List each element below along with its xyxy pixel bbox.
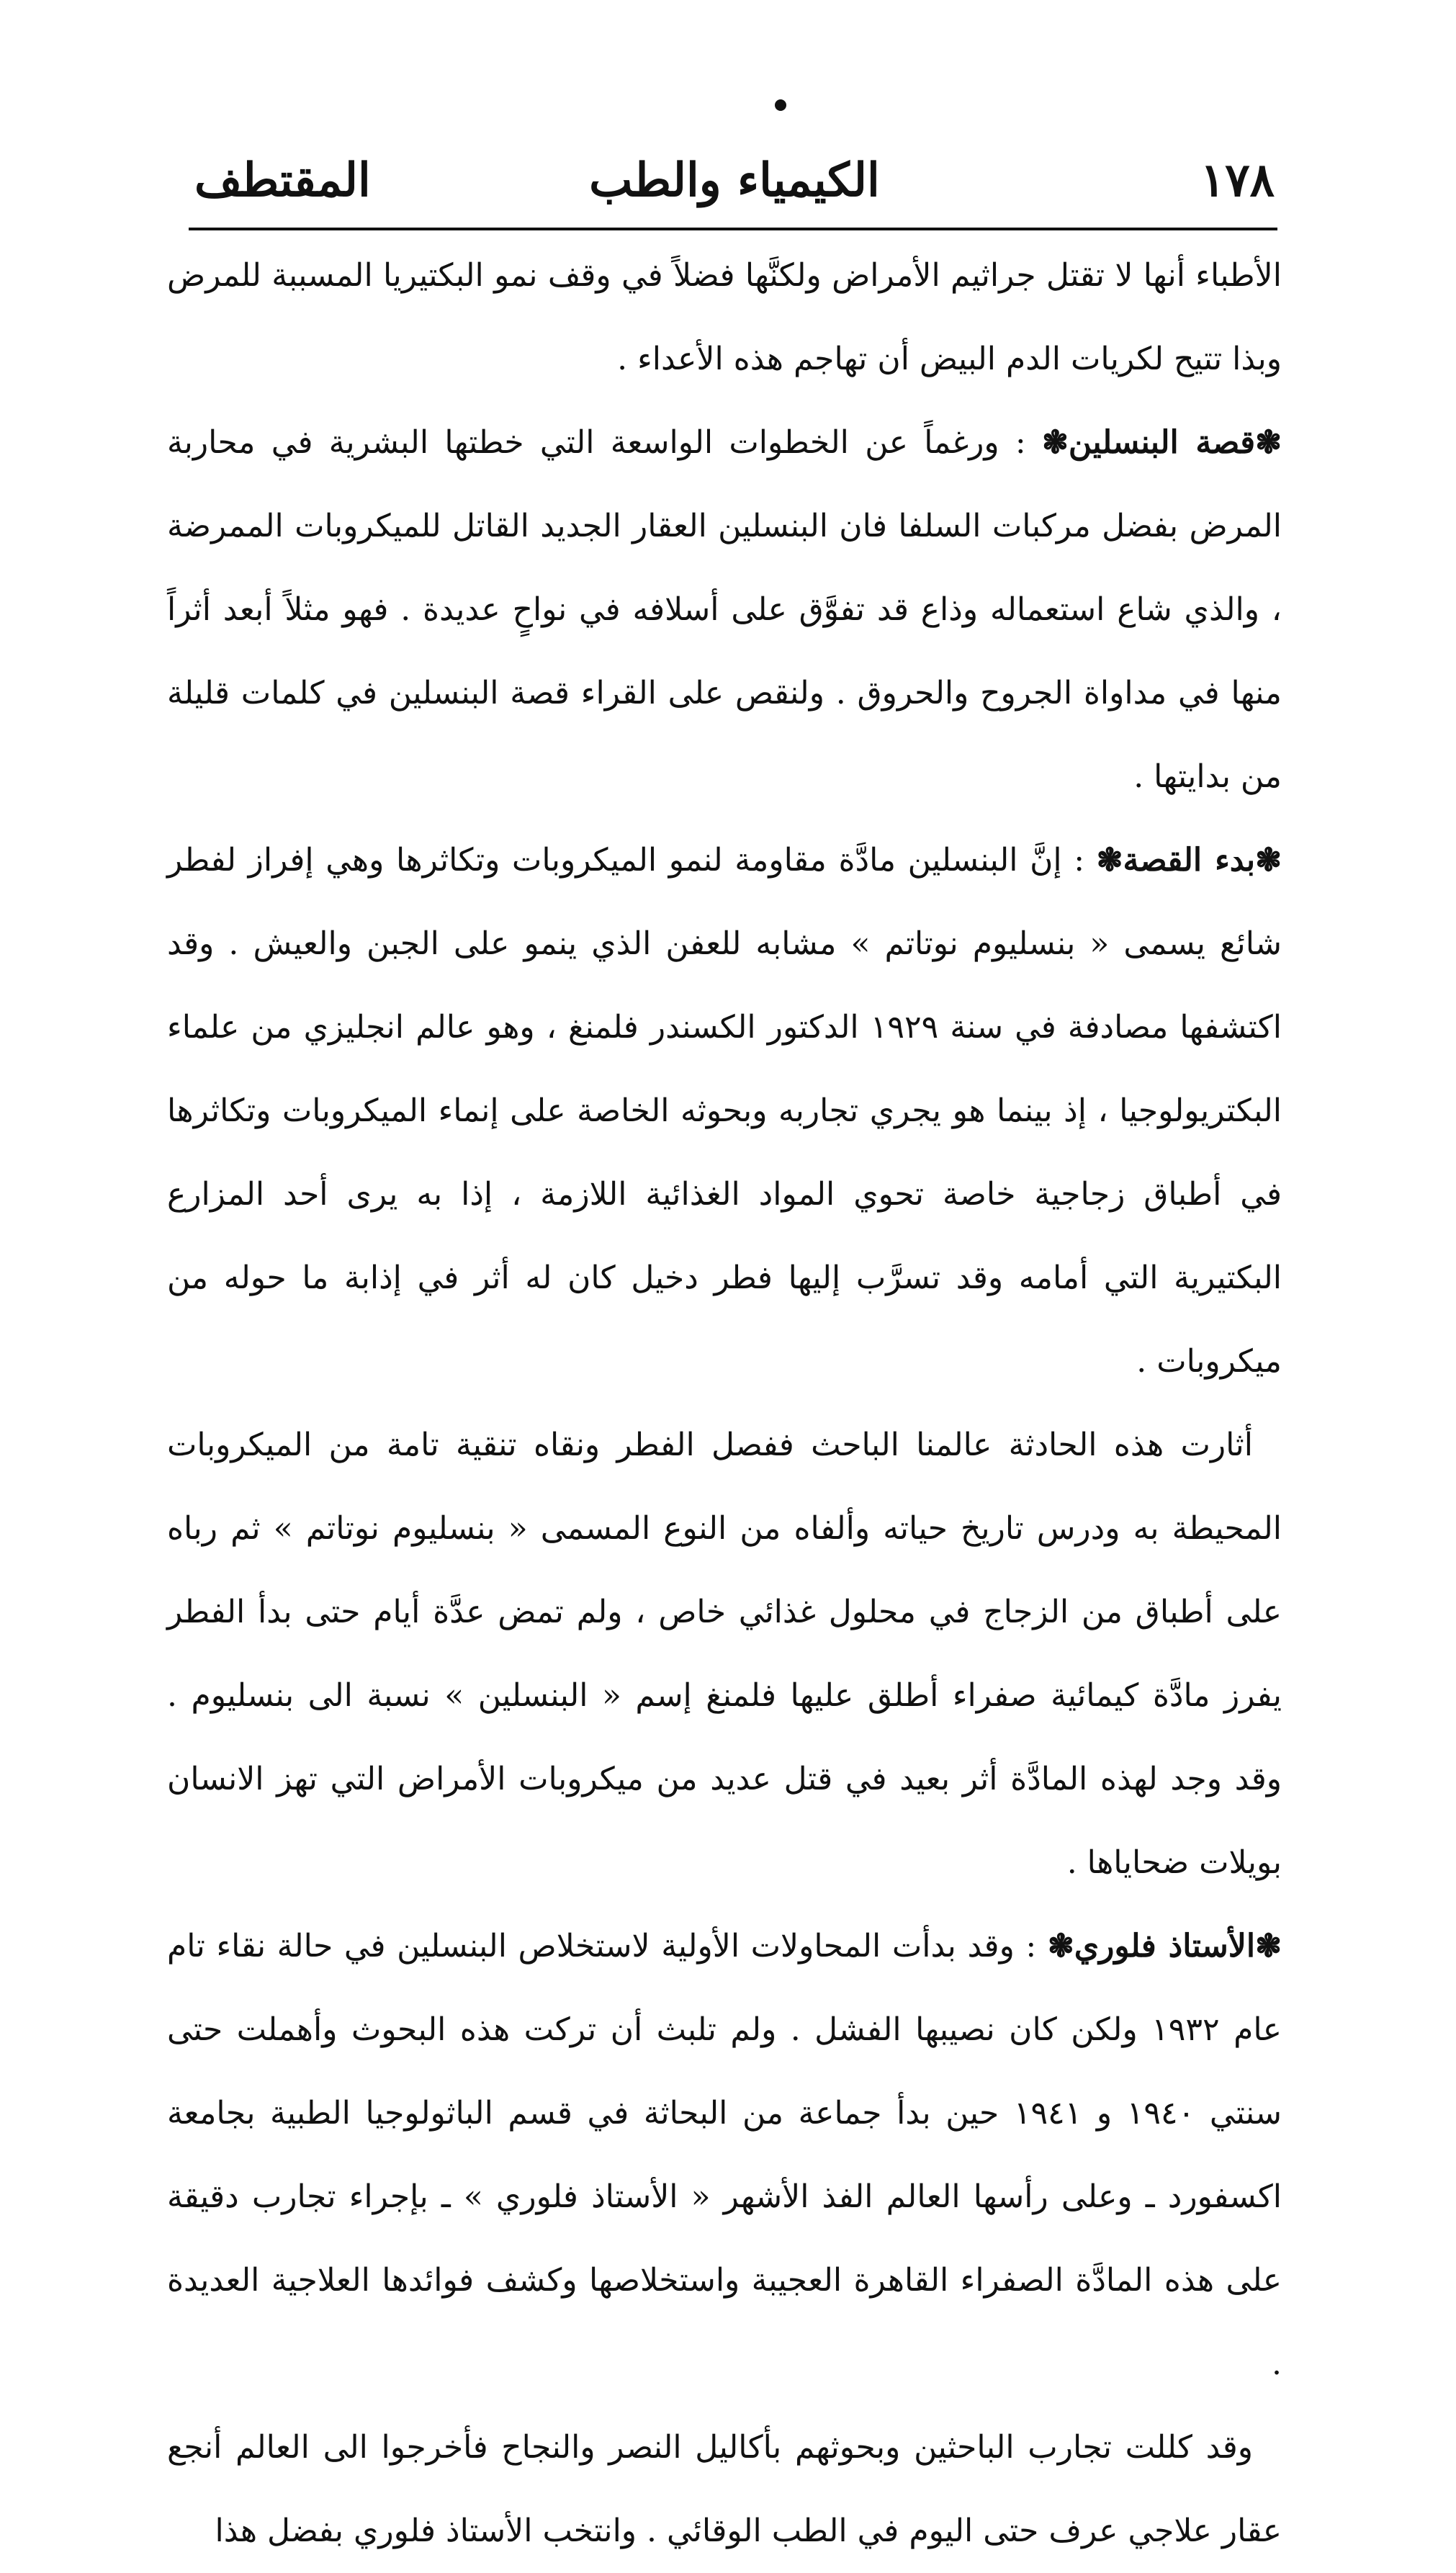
journal-name: المقتطف — [194, 153, 371, 207]
running-title: الكيمياء والطب — [589, 153, 880, 207]
paragraph — [167, 1404, 1282, 1905]
paragraph — [167, 401, 1282, 819]
ornament-icon: ❃ — [1042, 424, 1069, 461]
paragraph-text: : وقد بدأت المحاولات الأولية لاستخلاص البنسلين في حالة نقاء تام عام ١٩٣٢ ولكن كان نصيبها الفشل . ولم تلبث أن تركت هذه البحوث وأهملت حتى سنتي ١٩٤٠ و ١٩٤١ حين بدأ جماعة من البحاثة في قسم الباثولوجيا الطبية بجامعة اكسفورد ـ وعلى رأسها العالم الفذ الأشهر « الأستاذ فلوري » ـ بإجراء تجارب دقيقة على هذه المادَّة الصفراء القاهرة العجيبة واستخلاصها وكشف فوائدها العلاجية العديدة . — [167, 1928, 1282, 2382]
article-body — [167, 234, 1282, 2573]
paragraph — [167, 2406, 1282, 2573]
paragraph — [167, 234, 1282, 401]
running-header — [194, 141, 1275, 220]
ornament-icon: ❃ — [1255, 1928, 1282, 1964]
section-heading: الأستاذ فلوري — [1074, 1928, 1256, 1964]
paragraph-text: : إنَّ البنسلين مادَّة مقاومة لنمو الميكروبات وتكاثرها وهي إفراز لفطر شائع يسمى « بنسليوم نوتاتم » مشابه للعفن الذي ينمو على الجبن والعيش . وقد اكتشفها مصادفة في سنة ١٩٢٩ الدكتور الكسندر فلمنغ ، وهو عالم انجليزي من علماء البكتريولوجيا ، إذ بينما هو يجري تجاربه وبحوثه الخاصة على إنماء الميكروبات وتكاثرها في أطباق زجاجية خاصة تحوي المواد الغذائية اللازمة ، إذا به يرى أحد المزارع البكتيرية التي أمامه وقد تسرَّب إليها فطر دخيل كان له أثر في إذابة ما حوله من ميكروبات . — [167, 842, 1282, 1380]
paragraph-text: الأطباء أنها لا تقتل جراثيم الأمراض ولكنَّها فضلاً في وقف نمو البكتيريا المسببة للمرض وبذا تتيح لكريات الدم البيض أن تهاجم هذه الأعداء . — [167, 257, 1282, 377]
paragraph-text: : ورغماً عن الخطوات الواسعة التي خطتها البشرية في محاربة المرض بفضل مركبات السلفا فان البنسلين العقار الجديد القاتل للميكروبات الممرضة ، والذي شاع استعماله وذاع قد تفوَّق على أسلافه في نواحٍ عديدة . فهو مثلاً أبعد أثراً منها في مداواة الجروح والحروق . ولنقص على القراء قصة البنسلين في كلمات قليلة من بدايتها . — [167, 424, 1282, 795]
ornament-icon: ❃ — [1047, 1928, 1074, 1964]
ornament-icon: ❃ — [1255, 842, 1282, 879]
paragraph-text: أثارت هذه الحادثة عالمنا الباحث ففصل الفطر ونقاه تنقية تامة من الميكروبات المحيطة به ودرس تاريخ حياته وألفاه من النوع المسمى « بنسليوم نوتاتم » ثم رباه على أطباق من الزجاج في محلول غذائي خاص ، ولم تمض عدَّة أيام حتى بدأ الفطر يفرز مادَّة كيمائية صفراء أطلق عليها فلمنغ إسم « البنسلين » نسبة الى بنسليوم . وقد وجد لهذه المادَّة أثر بعيد في قتل عديد من ميكروبات الأمراض التي تهز الانسان بويلات ضحاياها . — [167, 1427, 1282, 1881]
section-heading: بدء القصة — [1123, 842, 1256, 879]
paragraph — [167, 1905, 1282, 2406]
ornament-icon: ❃ — [1255, 424, 1282, 461]
header-rule — [189, 228, 1277, 230]
page-mark-dot — [775, 99, 786, 111]
ornament-icon: ❃ — [1096, 842, 1123, 879]
page-number: ١٧٨ — [1200, 153, 1275, 207]
paragraph — [167, 819, 1282, 1404]
paragraph-text: وقد كللت تجارب الباحثين وبحوثهم بأكاليل النصر والنجاح فأخرجوا الى العالم أنجع عقار علاجي عرف حتى اليوم في الطب الوقائي . وانتخب الأستاذ فلوري بفضل هذا — [167, 2429, 1282, 2549]
section-heading: قصة البنسلين — [1068, 424, 1256, 461]
